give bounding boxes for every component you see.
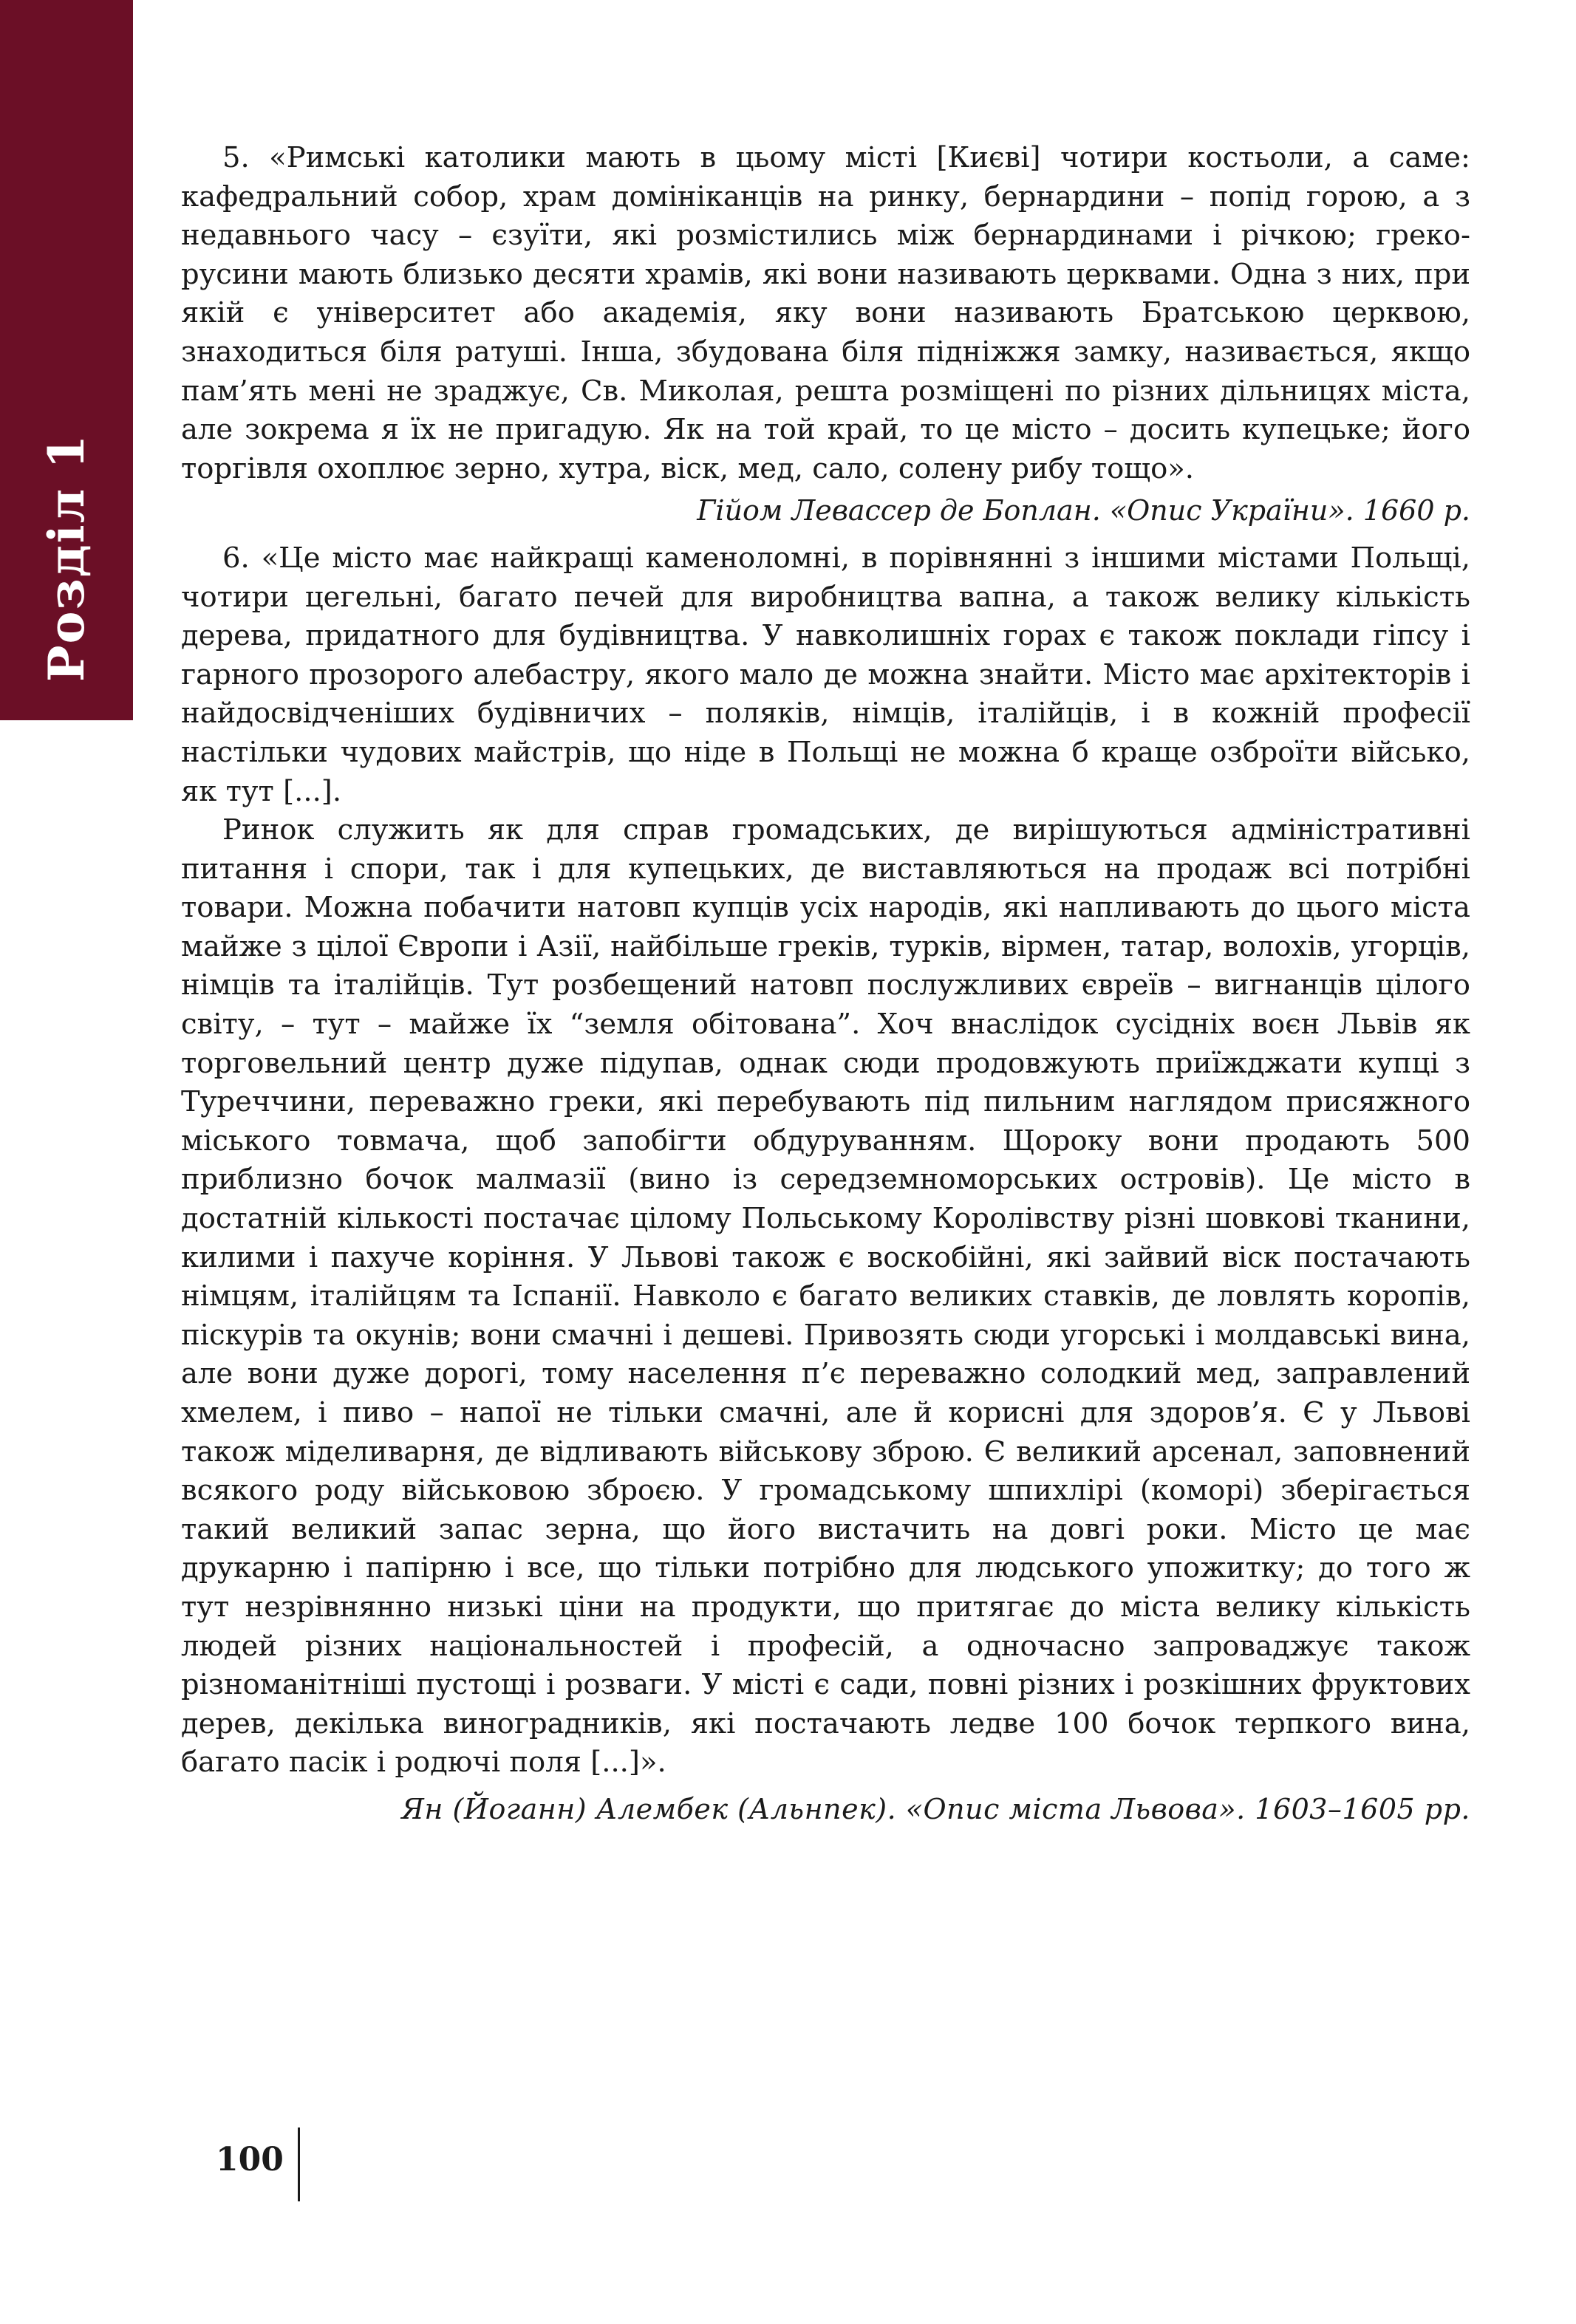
page-content bbox=[181, 139, 1470, 1838]
section-tab bbox=[0, 0, 133, 720]
excerpt-6-text-paragraph-2: Ринок служить як для справ громадських, де вирішуються адміністративні питання і спори, так і для купецьких, де виставляються на продаж всі потрібні товари. Можна побачити натовп купців усіх народів, які напливають до цього міста майже з цілої Європи і Азії, найбільше греків, турків, вірмен, татар, волохів, угорців, німців та італійців. Тут розбещений натовп послужливих євреїв – вигнанців цілого світу, – тут – майже їх “земля обітована”. Хоч внаслідок сусідніх воєн Львів як торговельний центр дуже підупав, однак сюди продовжують приїжджати купці з Туреччини, переважно греки, які перебувають під пильним наглядом присяжного міського товмача, щоб запобігти обдуруванням. Щороку вони продають 500 приблизно бочок малмазії (вино із середземноморських островів). Це місто в достатній кількості постачає цілому Польському Королівству різні шовкові тканини, килими і пахуче коріння. У Львові також є воскобійні, які зайвий віск постачають німцям, італійцям та Іспанії. Навколо є багато великих ставків, де ловлять коропів, піскурів та окунів; вони смачні і дешеві. Привозять сюди угорські і молдавські вина, але вони дуже дорогі, тому населення п’є переважно солодкий мед, заправлений хмелем, і пиво – напої не тільки смачні, але й корисні для здоров’я. Є у Львові також міделиварня, де відливають військову зброю. Є великий арсенал, заповнений всякого роду військовою зброєю. У громадському шпихлірі (коморі) зберігається такий великий запас зерна, що його вистачить на довгі роки. Місто це має друкарню і папірню і все, що тільки потрібно для людського упожитку; до того ж тут незрівнянно низькі ціни на продукти, що притягає до міста велику кількість людей різних національностей і професій, а одночасно запроваджує також різноманітніші пустощі і розваги. У місті є сади, повні різних і розкішних фруктових дерев, декілька виноградників, які постачають ледве 100 бочок терпкого вина, багато пасік і родючі поля [...]». bbox=[181, 813, 1470, 1780]
excerpt-5 bbox=[181, 139, 1470, 530]
excerpt-6-source: Ян (Йоганн) Алембек (Альнпек). «Опис міста Львова». 1603–1605 рр. bbox=[401, 1792, 1470, 1825]
excerpt-5-text: 5. «Римські католики мають в цьому місті [Києві] чотири костьоли, а саме: кафедральний собор, храм домініканців на ринку, бернардини – попід горою, а з недавнього часу – єзуїти, які розмістились між бернардинами і річкою; греко-русини мають близько десяти храмів, які вони називають церквами. Одна з них, при якій є університет або академія, яку вони називають Братською церквою, знаходиться біля ратуші. Інша, збудована біля підніжжя замку, називається, якщо пам’ять мені не зраджує, Св. Миколая, решта розміщені по різних дільницях міста, але зокрема я їх не пригадую. Як на той край, то це місто – досить купецьке; його торгівля охоплює зерно, хутра, віск, мед, сало, солену рибу тощо». bbox=[181, 141, 1470, 485]
excerpt-6 bbox=[181, 539, 1470, 1829]
excerpt-5-source: Гійом Левассер де Боплан. «Опис України». 1660 р. bbox=[697, 494, 1470, 527]
page-number: 100 bbox=[216, 2141, 284, 2178]
excerpt-6-text-paragraph-1: 6. «Це місто має найкращі каменоломні, в порівнянні з іншими містами Польщі, чотири цегельні, багато печей для виробництва вапна, а також велику кількість дерева, придатного для будівництва. У навколишніх горах є також поклади гіпсу і гарного прозорого алебастру, якого мало де можна знайти. Місто має архітекторів і найдосвідченіших будівничих – поляків, німців, італійців, і в кожній професії настільки чудових майстрів, що ніде в Польщі не можна б краще озброїти військо, як тут [...]. bbox=[181, 541, 1470, 808]
section-tab-label: Розділ 1 bbox=[38, 433, 95, 683]
page-number-divider bbox=[298, 2128, 300, 2201]
